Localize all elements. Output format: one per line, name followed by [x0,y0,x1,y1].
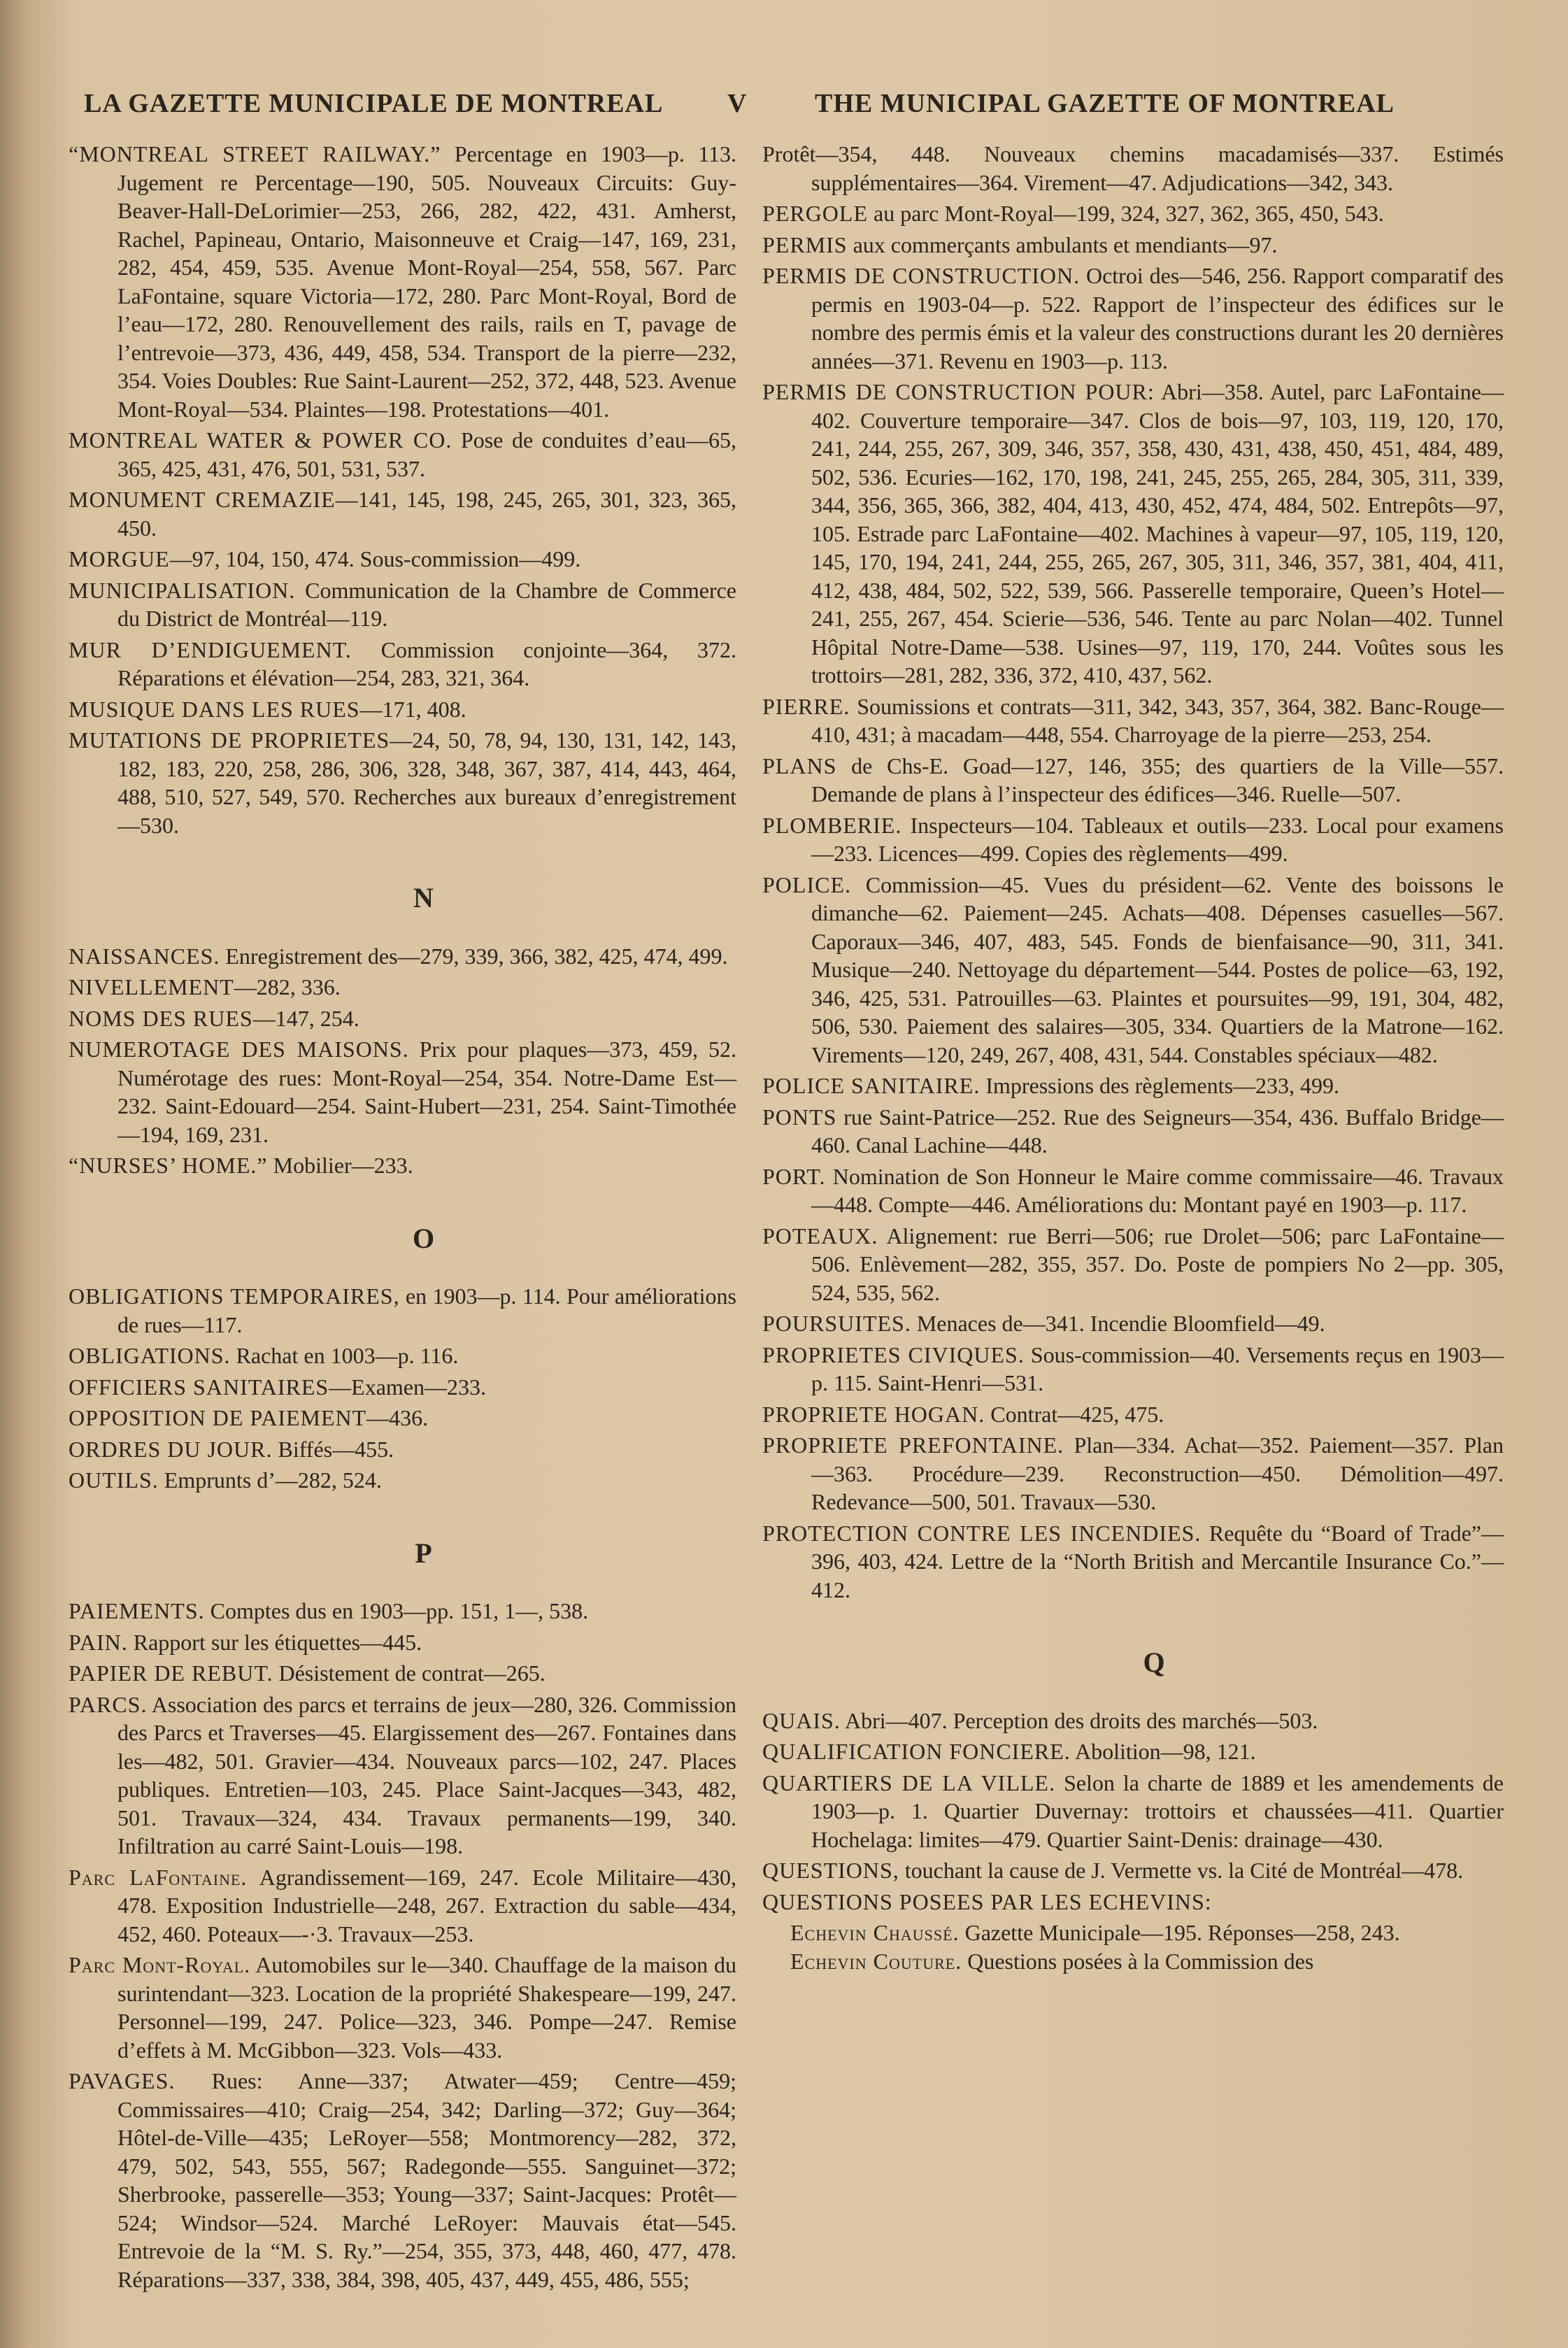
index-entry [762,1856,1504,1885]
entry-references: Agrandissement—169, 247. Ecole Militaire—430, 478. Exposition Industrielle—248, 267. Extraction du sable—434, 452, 460. Poteaux—-·3. Travaux—253. [117,1864,736,1947]
header-english-title: THE MUNICIPAL GAZETTE OF MONTREAL [815,89,1395,118]
entry-heading: PIERRE. [762,693,850,719]
index-entry [69,1466,736,1495]
entry-references: —97, 104, 150, 474. Sous-commission—499. [169,546,581,571]
entry-heading: NIVELLEMENT [69,974,234,999]
entry-heading: OUTILS. [69,1467,159,1493]
entry-heading: QUESTIONS, [762,1858,899,1883]
entry-heading: PERMIS DE CONSTRUCTION. [762,263,1081,288]
entry-references: —171, 408. [359,696,466,722]
index-entry [762,378,1504,690]
index-entry [69,1404,736,1432]
entry-heading: NUMEROTAGE DES MAISONS. [69,1037,409,1062]
right-column [762,140,1504,1975]
entry-heading: POTEAUX. [762,1223,878,1248]
entry-references: Nomination de Son Honneur le Maire comme commissaire—46. Travaux—448. Compte—446. Améliorations du: Montant payé en 1903—p. 117. [811,1163,1504,1217]
entry-heading: MUTATIONS DE PROPRIETES [69,727,390,753]
entry-references: Questions posées à la Commission des [962,1948,1314,1974]
index-entry [762,1072,1504,1100]
index-entry [762,1162,1504,1219]
entry-heading: PAIN. [69,1629,128,1655]
entry-heading: MORGUE [69,546,170,571]
index-entry [69,1004,736,1033]
index-entry [69,1342,736,1370]
entry-references: Sous-commission—40. Versements reçus en 1903—p. 115. Saint-Henri—531. [811,1342,1504,1395]
entry-references: —Examen—233. [329,1374,486,1400]
entry-heading: PERMIS [762,232,848,257]
entry-heading: MUSIQUE DANS LES RUES [69,696,360,722]
entry-heading: POLICE. [762,871,851,897]
index-entry [762,752,1504,809]
index-entry [762,262,1504,375]
entry-heading: MUNICIPALISATION. [69,577,296,603]
entry-heading: Parc Mont-Royal. [69,1952,251,1977]
entry-references: Gazette Municipale—195. Réponses—258, 243. [959,1920,1400,1945]
entry-references: Emprunts d’—282, 524. [158,1467,382,1493]
entry-references: —141, 145, 198, 245, 265, 301, 323, 365, 450. [117,487,737,541]
entry-heading: Echevin Couture. [790,1948,962,1974]
entry-heading: Echevin Chaussé. [790,1920,960,1945]
index-entry [762,231,1504,259]
entry-references: Abri—407. Perception des droits des marchés—503. [840,1707,1318,1733]
entry-heading: PAVAGES. [69,2068,176,2093]
entry-heading: PAPIER DE REBUT. [69,1660,273,1686]
entry-references: en 1903—p. 114. Pour améliorations de rues—117. [117,1283,737,1337]
index-entry [762,1707,1504,1735]
entry-heading: PERGOLE [762,201,868,226]
index-entry [762,199,1504,228]
entry-heading: “MONTREAL STREET RAILWAY.” [69,141,441,166]
index-entry [69,973,736,1002]
entry-heading: POLICE SANITAIRE. [762,1073,981,1098]
left-column [69,140,736,2296]
index-entry [762,1341,1504,1397]
index-entry [762,1103,1504,1160]
entry-heading: QUALIFICATION FONCIERE. [762,1739,1071,1764]
index-entry [762,871,1504,1069]
index-entry [69,1282,736,1339]
entry-references: Abri—358. Autel, parc LaFontaine—402. Couverture temporaire—347. Clos de bois—97, 103, 119, 120, 170, 241, 244, 255, 267, 309, 346, 357, 358, 430, 431, 438, 450, 451, 484, 489, 502, 536. Ecuries—162, 170, 198, 241, 245, 255, 265, 284, 305, 311, 339, 344, 356, 365, 366, 382, 404, 413, 430, 452, 474, 484, 502. Entrepôts—97, 105. Estrade parc LaFontaine—402. Machines à vapeur—97, 105, 119, 120, 145, 170, 194, 241, 244, 255, 265, 267, 305, 311, 346, 357, 381, 404, 411, 412, 438, 484, 502, 522, 539, 566. Passerelle temporaire, Queen’s Hotel—241, 255, 267, 454. Scierie—536, 546. Tente au parc Nolan—402. Tunnel Hôpital Notre-Dame—538. Usines—97, 119, 170, 244. Voûtes sous les trottoirs—281, 282, 336, 372, 410, 437, 562. [811,379,1504,688]
entry-heading: OBLIGATIONS TEMPORAIRES, [69,1283,400,1309]
entry-references: Automobiles sur le—340. Chauffage de la maison du surintendant—323. Location de la propriété Shakespeare—199, 247. Personnel—199, 247. Police—323, 346. Pompe—247. Remise d’effets à M. McGibbon—323. Vols—433. [117,1952,737,2063]
entry-references: Inspecteurs—104. Tableaux et outils—233. Local pour examens—233. Licences—499. Copies des règlements—499. [811,812,1504,866]
index-entry [69,545,736,574]
index-entry [69,942,736,971]
entry-references: Alignement: rue Berri—506; rue Drolet—506; parc LaFontaine—506. Enlèvement—282, 355, 357. Do. Poste de pompiers No 2—pp. 305, 524, 535, 562. [811,1223,1504,1305]
index-entry [762,1888,1504,1916]
index-entry [762,1222,1504,1307]
running-header [84,83,1525,131]
entry-heading: PONTS [762,1104,837,1130]
entry-references: Rachat en 1003—p. 116. [230,1343,459,1368]
entry-references: Commission conjointe—364, 372. Réparations et élévation—254, 283, 321, 364. [117,636,737,690]
entry-heading: OPPOSITION DE PAIEMENT [69,1405,367,1430]
entry-references: rue Saint-Patrice—252. Rue des Seigneurs—354, 436. Buffalo Bridge—460. Canal Lachine—448. [811,1104,1504,1158]
entry-heading: QUESTIONS POSEES PAR LES ECHEVINS: [762,1888,1212,1914]
section-letter: Q [1143,1646,1165,1678]
index-entry [69,1659,736,1688]
entry-references: Abolition—98, 121. [1070,1739,1256,1764]
index-entry [69,636,736,692]
entry-heading: PROPRIETE HOGAN. [762,1401,985,1427]
entry-heading: NAISSANCES. [69,943,220,969]
entry-heading: PLANS [762,753,837,778]
index-entry [762,1737,1504,1766]
entry-references: touchant la cause de J. Vermette vs. la Cité de Montréal—478. [899,1858,1464,1883]
entry-heading: QUARTIERS DE LA VILLE. [762,1770,1055,1795]
entry-references: Enregistrement des—279, 339, 366, 382, 425, 474, 499. [220,943,728,969]
index-entry [69,695,736,724]
entry-references: Biffés—455. [272,1436,394,1462]
index-entry [69,1597,736,1625]
entry-heading: NOMS DES RUES [69,1005,253,1031]
entry-heading: PAIEMENTS. [69,1598,205,1623]
entry-references: Commission—45. Vues du président—62. Vente des boissons le dimanche—62. Paiement—245. Achats—408. Dépenses casuelles—567. Caporaux—346, 407, 483, 545. Fonds de bienfaisance—90, 311, 341. Musique—240. Nettoyage du département—544. Postes de police—63, 192, 346, 425, 531. Patrouilles—63. Plaintes et poursuites—99, 191, 304, 482, 506, 530. Paiement des salaires—305, 334. Quartiers de la Matrone—162. Virements—120, 249, 267, 408, 431, 544. Constables spéciaux—482. [811,871,1504,1067]
entry-heading: QUAIS. [762,1707,841,1733]
entry-references: Rues: Anne—337; Atwater—459; Centre—459; Commissaires—410; Craig—254, 342; Darling—372; Guy—364; Hôtel-de-Ville—435; LeRoyer—558; Montmorency—282, 372, 479, 502, 543, 555, 567; Radegonde—555. Sanguinet—372; Sherbrooke, passerelle—353; Young—337; Saint-Jacques: Protêt—524; Windsor—524. Marché LeRoyer: Mauvais état—545. Entrevoie de la “M. S. Ry.”—254, 355, 373, 448, 460, 477, 478. Réparations—337, 338, 384, 398, 405, 437, 449, 455, 486, 555; [117,2068,736,2292]
index-entry [762,1769,1504,1854]
entry-references: Prix pour plaques—373, 459, 52. Numérotage des rues: Mont-Royal—254, 354. Notre-Dame Est—232. Saint-Edouard—254. Saint-Hubert—231, 254. Saint-Timothée—194, 169, 231. [117,1037,736,1147]
entry-heading: ORDRES DU JOUR. [69,1436,273,1462]
entry-references: —282, 336. [234,974,341,999]
entry-references: Désistement de contrat—265. [273,1660,546,1686]
entry-references: —24, 50, 78, 94, 130, 131, 142, 143, 182, 183, 220, 258, 286, 306, 328, 348, 367, 387, 414, 443, 464, 488, 510, 527, 549, 570. Recherches aux bureaux d’enregistrement—530. [117,727,737,838]
entry-heading: OBLIGATIONS. [69,1343,231,1368]
index-entry [762,1431,1504,1516]
entry-references: Plan—334. Achat—352. Paiement—357. Plan—363. Procédure—239. Reconstruction—450. Démolition—497. Redevance—500, 501. Travaux—530. [811,1432,1504,1514]
section-letter: P [415,1537,432,1569]
entry-references: Communication de la Chambre de Commerce du District de Montréal—119. [117,577,736,631]
entry-references: Selon la charte de 1889 et les amendements de 1903—p. 1. Quartier Duvernay: trottoirs et chaussées—411. Quartier Hochelaga: limites—479. Quartier Saint-Denis: drainage—430. [811,1770,1504,1852]
entry-heading: PERMIS DE CONSTRUCTION POUR: [762,379,1155,404]
index-entry [69,1373,736,1402]
page-folio: V [727,89,748,118]
entry-references: Soumissions et contrats—311, 342, 343, 357, 364, 382. Banc-Rouge—410, 431; à macadam—448, 554. Charroyage de la pierre—253, 254. [811,693,1504,747]
entry-references: aux commerçants ambulants et mendiants—97. [847,232,1278,257]
index-entry [69,576,736,633]
index-entry [69,1691,736,1860]
index-entry [69,1628,736,1657]
section-letter: N [413,882,434,913]
index-entry [69,426,736,483]
index-entry [762,1400,1504,1429]
entry-references: Comptes dus en 1903—pp. 151, 1—, 538. [204,1598,589,1623]
entry-references: Octroi des—546, 256. Rapport comparatif des permis en 1903-04—p. 522. Rapport de l’inspecteur des édifices sur le nombre des permis émis et la valeur des constructions durant les 20 dernières années—371. Revenu en 1903—p. 113. [811,263,1504,373]
index-entry [762,140,1504,197]
section-letter: O [412,1222,435,1254]
entry-references: Pose de conduites d’eau—65, 365, 425, 431, 476, 501, 531, 537. [117,427,737,481]
entry-references: Impressions des règlements—233, 499. [980,1073,1340,1098]
header-french-title: LA GAZETTE MUNICIPALE DE MONTREAL [84,89,664,118]
index-entry [69,2067,736,2293]
entry-heading: PROPRIETES CIVIQUES. [762,1342,1025,1367]
index-entry [762,1309,1504,1338]
entry-heading: MUR D’ENDIGUEMENT. [69,636,352,662]
entry-references: Requête du “Board of Trade”—396, 403, 424. Lettre de la “North British and Mercantile Insurance Co.”—412. [811,1520,1504,1602]
index-entry [69,140,736,423]
entry-references: Menaces de—341. Incendie Bloomfield—49. [911,1311,1325,1336]
entry-heading: “NURSES’ HOME.” [69,1153,268,1178]
index-entry [69,726,736,839]
entry-references: Contrat—425, 475. [985,1401,1164,1427]
index-subentry [762,1947,1504,1976]
index-entry [69,1435,736,1464]
entry-heading: OFFICIERS SANITAIRES [69,1374,329,1400]
index-subentry [762,1919,1504,1947]
entry-references: —147, 254. [252,1005,359,1031]
entry-references: Association des parcs et terrains de jeux—280, 326. Commission des Parcs et Traverses—45. Elargissement des—267. Fontaines dans les—482, 501. Gravier—434. Nouveaux parcs—102, 247. Places publiques. Entretien—103, 245. Place Saint-Jacques—343, 482, 501. Travaux—324, 434. Travaux permanents—199, 340. Infiltration au carré Saint-Louis—198. [117,1691,736,1858]
entry-references: Mobilier—233. [267,1153,413,1178]
entry-references: au parc Mont-Royal—199, 324, 327, 362, 365, 450, 543. [868,201,1384,226]
entry-heading: Parc LaFontaine. [69,1864,248,1890]
entry-heading: MONTREAL WATER & POWER CO. [69,427,452,453]
index-entry [69,1151,736,1180]
entry-heading: POURSUITES. [762,1311,911,1336]
index-entry [69,1035,736,1148]
index-entry [762,692,1504,749]
entry-references: Percentage en 1903—p. 113. Jugement re Percentage—190, 505. Nouveaux Circuits: Guy-Beaver-Hall-DeLorimier—253, 266, 282, 422, 431. Amherst, Rachel, Papineau, Ontario, Maisonneuve et Craig—147, 169, 231, 282, 454, 459, 535. Avenue Mont-Royal—254, 558, 567. Parc LaFontaine, square Victoria—172, 280. Parc Mont-Royal, Bord de l’eau—172, 280. Renouvellement des rails, rails en T, pavage de l’entrevoie—373, 436, 449, 458, 534. Transport de la pierre—232, 354. Voies Doubles: Rue Saint-Laurent—252, 372, 448, 523. Avenue Mont-Royal—534. Plaintes—198. Protestations—401. [117,141,737,422]
index-entry [69,485,736,542]
entry-heading: PROTECTION CONTRE LES INCENDIES. [762,1520,1202,1546]
entry-heading: PLOMBERIE. [762,812,902,838]
index-entry [762,811,1504,868]
entry-heading: MONUMENT CREMAZIE [69,487,336,512]
entry-references: —436. [366,1405,429,1430]
entry-heading: PARCS. [69,1691,148,1717]
index-entry [69,1951,736,2064]
entry-heading: PROPRIETE PREFONTAINE. [762,1432,1064,1458]
entry-heading: PORT. [762,1163,826,1189]
entry-references: de Chs-E. Goad—127, 146, 355; des quartiers de la Ville—557. Demande de plans à l’inspecteur des édifices—346. Ruelle—507. [811,753,1504,806]
entry-references: Rapport sur les étiquettes—445. [127,1629,422,1655]
index-entry [762,1519,1504,1605]
index-entry [69,1863,736,1949]
entry-references: Protêt—354, 448. Nouveaux chemins macadamisés—337. Estimés supplémentaires—364. Virement—47. Adjudications—342, 343. [762,141,1504,195]
